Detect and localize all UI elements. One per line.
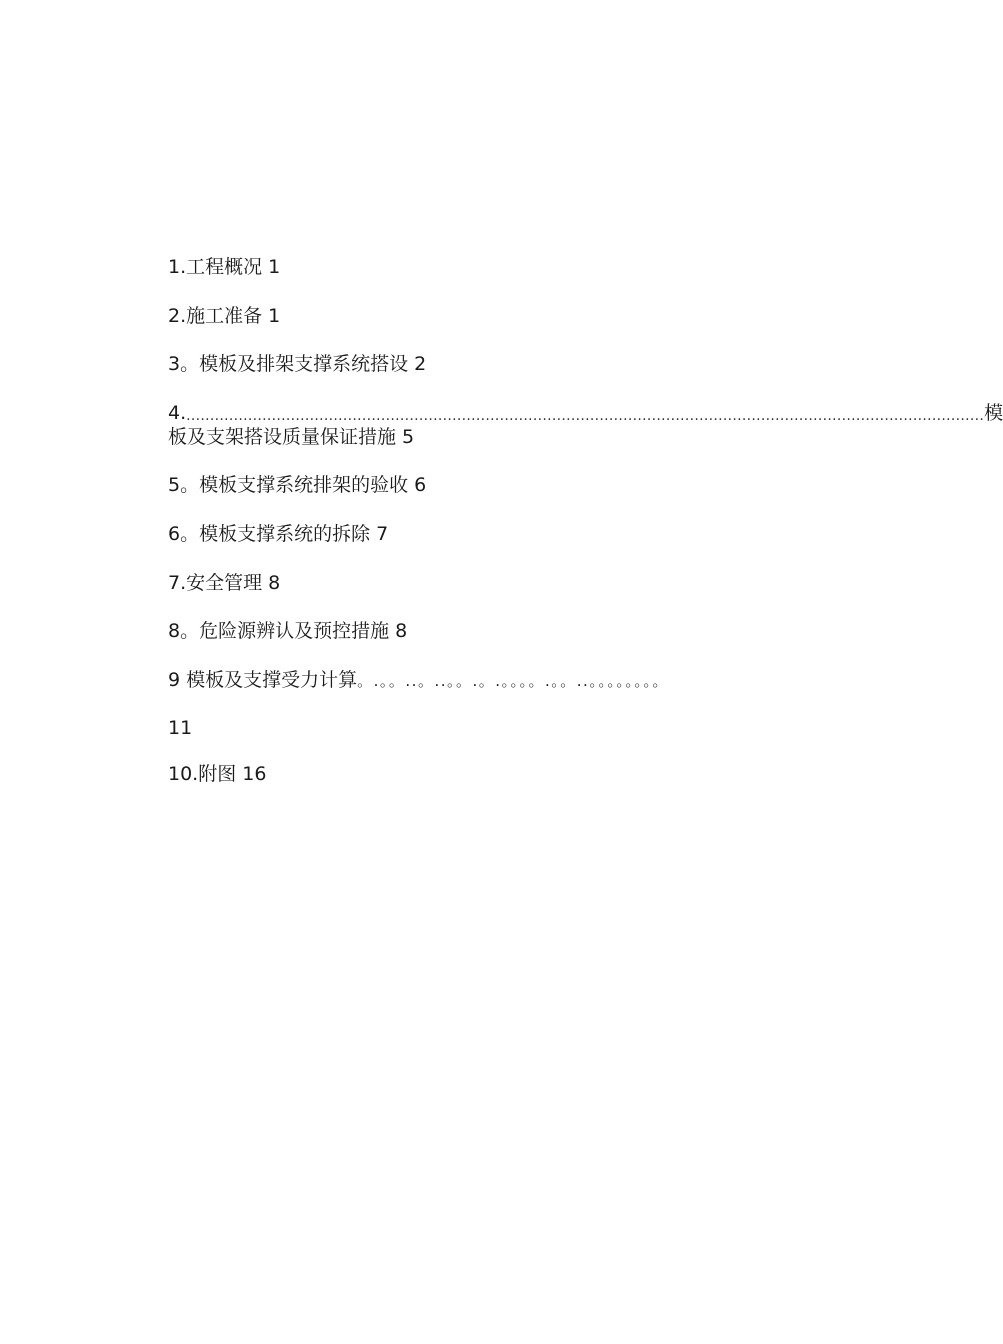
toc-entry-4[interactable] xyxy=(168,401,1003,449)
toc-entry-1[interactable] xyxy=(168,255,858,279)
table-of-contents xyxy=(168,255,1003,811)
toc-entry-10[interactable] xyxy=(168,762,858,786)
toc-entry-text: 1.工程概况 1 xyxy=(168,256,281,278)
toc-entry-title: 9 模板及支撑受力计算 xyxy=(168,668,358,691)
toc-dot-leader: ........................................................................................................................................................................ xyxy=(186,407,985,424)
toc-page-number: 11 xyxy=(168,717,193,740)
toc-entry-number: 4. xyxy=(168,401,187,424)
toc-entry-7[interactable] xyxy=(168,571,858,595)
toc-entry-9[interactable] xyxy=(168,668,883,692)
toc-entry-9-page-number xyxy=(168,716,858,740)
toc-entry-text-start: 模 xyxy=(984,401,1003,424)
toc-entry-text: 7.安全管理 8 xyxy=(168,571,281,594)
toc-entry-text: 2.施工准备 1 xyxy=(168,304,281,327)
toc-entry-text: 5。模板支撑系统排架的验收 6 xyxy=(168,474,427,497)
toc-entry-text-continuation: 板及支架搭设质量保证措施 5 xyxy=(168,425,415,448)
toc-entry-2[interactable] xyxy=(168,304,858,328)
toc-entry-text: 10.附图 16 xyxy=(168,763,267,786)
toc-entry-8[interactable] xyxy=(168,619,858,643)
toc-entry-6[interactable] xyxy=(168,522,858,546)
toc-entry-text: 6。模板支撑系统的拆除 7 xyxy=(168,522,389,545)
toc-entry-3[interactable] xyxy=(168,352,858,376)
toc-entry-text: 8。危险源辨认及预控措施 8 xyxy=(168,620,408,643)
toc-entry-5[interactable] xyxy=(168,473,858,497)
toc-dot-leader: 。.。。..。..。。.。.。。。。.。。..。。。。。。。。 xyxy=(357,671,669,690)
toc-entry-text: 3。模板及排架支撑系统搭设 2 xyxy=(168,353,427,376)
